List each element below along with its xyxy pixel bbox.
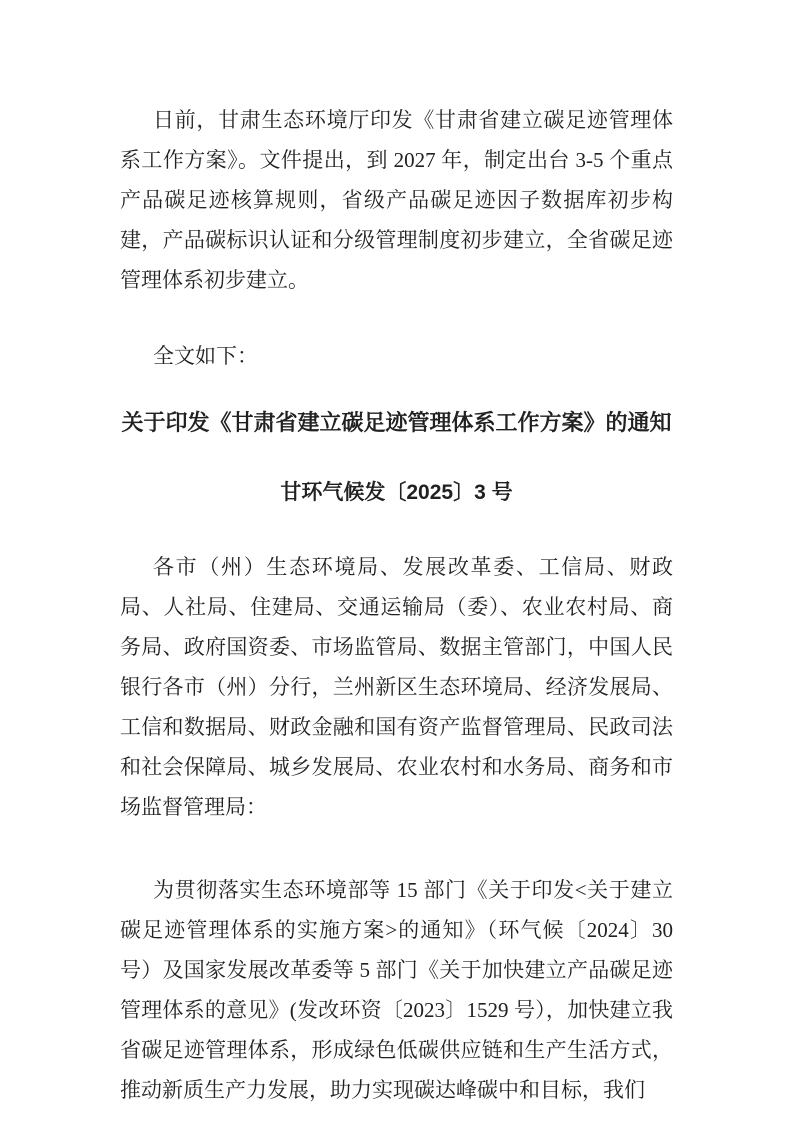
document-number: 甘环气候发〔2025〕3 号 <box>280 481 513 504</box>
intro-paragraph: 日前，甘肃生态环境厅印发《甘肃省建立碳足迹管理体系工作方案》。文件提出，到 2027 年，制定出台 3-5 个重点产品碳足迹核算规则，省级产品碳足迹因子数据库初步构建，产品碳标识认证和分级管理制度初步建立，全省碳足迹管理体系初步建立。 <box>120 108 673 292</box>
notice-title: 关于印发《甘肃省建立碳足迹管理体系工作方案》的通知 <box>121 410 672 435</box>
body-paragraph: 为贯彻落实生态环境部等 15 部门《关于印发<关于建立碳足迹管理体系的实施方案>的通知》（环气候〔2024〕30 号）及国家发展改革委等 5 部门《关于加快建立产品碳足迹管理体系的意见》(发改环资〔2023〕1529 号），加快建立我省碳足迹管理体系，形成绿色低碳供应链和生产生活方式，推动新质生产力发展，助力实现碳达峰碳中和目标，我们 <box>120 878 673 1102</box>
full-text-label: 全文如下： <box>153 344 258 368</box>
recipients-paragraph: 各市（州）生态环境局、发展改革委、工信局、财政局、人社局、住建局、交通运输局（委）、农业农村局、商务局、政府国资委、市场监管局、数据主管部门，中国人民银行各市（州）分行，兰州新区生态环境局、经济发展局、工信和数据局、财政金融和国有资产监督管理局、民政司法和社会保障局、城乡发展局、农业农村和水务局、商务和市场监督管理局： <box>120 555 673 819</box>
